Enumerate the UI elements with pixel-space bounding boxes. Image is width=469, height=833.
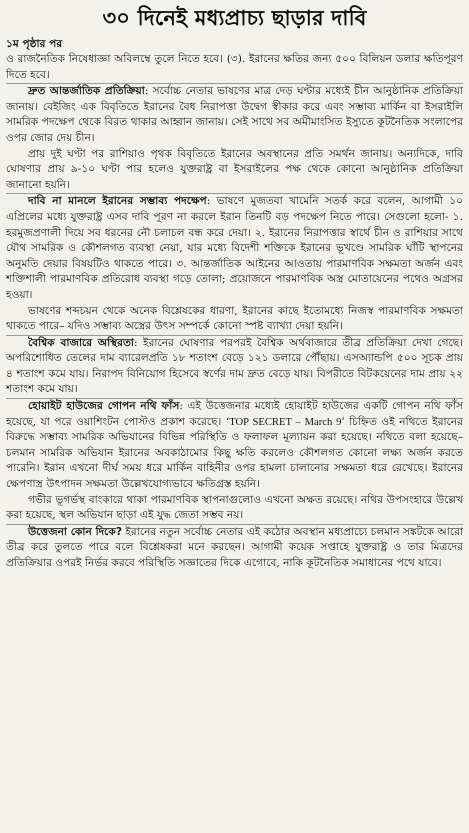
section-heading: দাবি না মানলে ইরানের সম্ভাব্য পদক্ষেপ — [28, 195, 207, 208]
section-text: : এই উত্তেজনার মধ্যেই হোয়াইট হাউজের একটি গোপন নথি ফাঁস হয়েছে, যা পরে ওয়াশিংটন পোস্টও প্রকাশ করেছে। ‘ — [6, 400, 463, 428]
section-paragraph — [6, 194, 463, 303]
cropped-next-headline — [6, 828, 463, 833]
section-text: ইরানের নতুন সর্বোচ্চ নেতার এই কঠোর অবস্থান মধ্যপ্রাচ্যে চলমান সঙ্কটকে আরো তীব্র করে তুলতে পারে বলে বিশ্লেষকরা মনে করছেন। আগামী কয়েক সপ্তাহে যুক্তরাষ্ট্র ও তার মিত্রদের প্রতিক্রিয়ার ওপরই নির্ভর করবে পরিস্থিতি সজ্ঞাতের দিকে এগোবে, নাকি কূটনৈতিক সমাধানের পথে যাবে। — [6, 525, 463, 569]
section-text: ’ চিহ্নিত ওই নথিতে ইরানের বিরুদ্ধে সম্ভাব্য সামরিক অভিযানের বিভিন্ন পরিস্থিতি ও ফলাফল মূল্যায়ন করা হয়েছে। নথিতে বলা হয়েছে– চলমান সামরিক অভিযান ইরানের অবকাঠামোর কিছু ক্ষতি করলেও কৌশলগত কোনো লক্ষ্য অর্জন করতে পারেনি। ইরান এখনো দীর্ঘ সময় ধরে মার্কিন বাহিনীর ওপর হামলা চালানোর সক্ষমতা ধরে রেখেছে। ইরানের ক্ষেপণাস্ত্র উৎপাদন সক্ষমতা উল্লেখযোগ্যভাবে ক্ষতিগ্রস্ত হয়নি। — [6, 415, 464, 491]
section-text: : ইরানের ঘোষণার পরপরই বৈশ্বিক অর্থবাজারে তীব্র প্রতিক্রিয়া দেখা গেছে। অপরিশোধিত তেলের দাম ব্যারেলপ্রতি ১৮ শতাংশ বেড়ে ১২১ ডলারে পৌঁছায়। এসঅ্যান্ডপি ৫০০ সূচক প্রায় ৪ শতাংশ কমে যায়। নিরাপদ বিনিয়োগ হিসেবে স্বর্ণের দাম দ্রুত বেড়ে যায়। বিপরীতে বিটকয়েনের দাম প্রায় ২২ শতাংশ কমে যায়। — [6, 336, 463, 396]
section-paragraph — [6, 336, 463, 398]
section-text: : সর্বোচ্চ নেতার ভাষণের মাত্র দেড় ঘণ্টার মধ্যেই চীন আনুষ্ঠানিক প্রতিক্রিয়া জানায়। বেইজিং এক বিবৃতিতে ইরানের বৈধ নিরাপত্তা উদ্বেগ স্বীকার করে এবং সম্ভাব্য মার্কিন বা ইসরাইলি সামরিক পদক্ষেপ থেকে বিরত থাকার আহ্বান জানায়। সেই সাথে সব অমীমাংসিত ইস্যুতে কূটনৈতিক সংলাপের ওপর জোর দেয় চীন। — [6, 85, 464, 144]
section-paragraph — [6, 525, 463, 572]
paragraph: গভীর ভূগর্ভস্থ বাংকারে থাকা পারমাণবিক স্থাপনাগুলোও এখনো অক্ষত রয়েছে। নথির উপসংহারে উল্লেখ করা হয়েছে, স্থল অভিযান ছাড়া এই যুদ্ধ জেতা সম্ভব নয়। — [6, 493, 463, 522]
paragraph: ভাষণের শব্দচয়ন থেকে অনেক বিশ্লেষকের ধারণা, ইরানের কাছে ইতোমধ্যে নিজস্ব পারমাণবিক সক্ষমতা থাকতে পারে– যদিও সম্ভাব্য অস্ত্রের উৎস সম্পর্কে কোনো স্পষ্ট ব্যাখ্যা দেয়া হয়নি। — [6, 304, 463, 333]
paragraph: প্রায় দুই ঘণ্টা পর রাশিয়াও পৃথক বিবৃতিতে ইরানের অবস্থানের প্রতি সমর্থন জানায়। অন্যদিকে, দাবি ঘোষণার প্রায় ৯-১০ ঘণ্টা পার হলেও যুক্তরাষ্ট্র বা ইসরাইলের পক্ষ থেকে কোনো আনুষ্ঠানিক প্রতিক্রিয়া জানানো হয়নি। — [6, 147, 463, 191]
headline: ৩০ দিনেই মধ্যপ্রাচ্য ছাড়ার দাবি — [102, 6, 367, 30]
section-heading: উত্তেজনা কোন দিকে? — [28, 525, 122, 538]
article-body — [6, 52, 463, 572]
section-heading: দ্রুত আন্তর্জাতিক প্রতিক্রিয়া — [28, 85, 145, 98]
section-paragraph — [6, 399, 463, 493]
continued-from-label: ১ম পৃষ্ঠার পর — [6, 38, 63, 50]
intro-paragraph: ও রাজনৈতিক নিষেধাজ্ঞা অবিলম্বে তুলে নিতে হবে। (৩). ইরানের ক্ষতির জন্য ৫০০ বিলিয়ন ডলার ক্ষতিপূরণ দিতে হবে। — [6, 53, 463, 81]
document-label: TOP SECRET – March 9 — [229, 416, 342, 428]
section-heading: হোয়াইট হাউজের গোপন নথি ফাঁস — [28, 400, 180, 413]
section-heading: বৈশ্বিক বাজারে অস্থিরতা — [28, 336, 134, 349]
section-paragraph — [6, 84, 463, 146]
section-text: : ভাষণে মুজতবা খামেনি সতর্ক করে বলেন, আগামী ১০ এপ্রিলের মধ্যে যুক্তরাষ্ট্র এসব দাবি পূরণ না করলে ইরান তিনটি বড় পদক্ষেপ নিতে পারে। সেগুলো হলো- ১. হরমুজপ্রণালী দিয়ে সব ধরনের নৌ চলাচল বন্ধ করে দেয়া। ২. ইরানের নিরাপত্তার স্বার্থে চীন ও রাশিয়ার সাথে যৌথ সামরিক ও কৌশলগত ব্যবস্থা নেয়া, যার মধ্যে বিদেশী শক্তিকে ইরানের ভূখণ্ডে সামরিক ঘাঁটি স্থাপনের অনুমতি দেয়ার বিষয়টিও থাকতে পারে। ৩. আন্তর্জাতিক আইনের আওতায় পারমাণবিক সক্ষমতা অর্জন এবং শক্তিশালী পারমাণবিক প্রতিরোধ ব্যবস্থা গড়ে তোলা; প্রয়োজনে পারমাণবিক অস্ত্র মোতায়েনের পথেও অগ্রসর হওয়া। — [6, 195, 463, 301]
